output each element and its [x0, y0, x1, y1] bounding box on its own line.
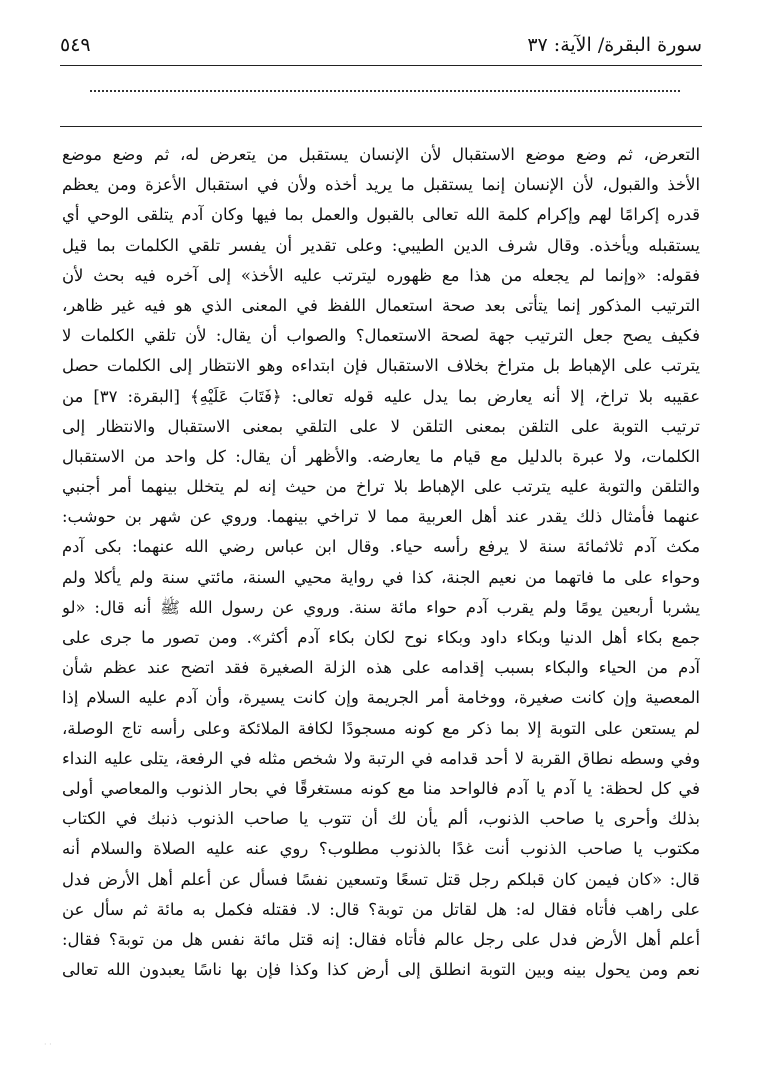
text-line: لم يستعن على التوبة إلا بما ذكر مع كونه مسجودًا لكافة الملائكة وعلى رأسه تاج الوصلة،: [62, 718, 700, 738]
text-line: يشربا أربعين يومًا ولم يقرب آدم حواء مائة سنة. وروي عن رسول الله ﷺ أنه قال: «لو: [62, 597, 700, 617]
text-line: المعصية وإن كانت صغيرة، ووخامة أمر الجريمة وإن كانت يسيرة، وأن آدم عليه السلام إذا: [62, 688, 700, 708]
text-line: آدم من الحياء والبكاء بسبب إقدامه على هذه الزلة الصغيرة فقد اتضح عند عظم شأن: [62, 658, 700, 678]
text-line: وفي وسطه نطاق القربة لا أحد قدامه في الرتبة ولا شخص مثله في الرفعة، يتلى عليه النداء: [62, 748, 700, 768]
page-number: ٥٤٩: [60, 34, 91, 56]
scan-speck: · ·: [44, 1040, 52, 1049]
text-line: أعلم أهل الأرض فدل على رجل عالم فأتاه فقال: إنه قتل مائة نفس هل من توبة؟ فقال:: [62, 929, 700, 949]
text-line: عنهما فأمثال ذلك يقدر عند أهل العربية مما لا تراخي بينهما. وروي عن شهر بن حوشب:: [62, 507, 700, 527]
text-line: جمع بكاء أهل الدنيا وبكاء داود وبكاء نوح لكان بكاء آدم أكثر». ومن تصور ما جرى على: [62, 628, 700, 647]
text-line: الأخذ والقبول، لأن الإنسان إنما يستقبل ما يريد أخذه ولأن في استقبال الأعزة ومن يعظم: [62, 175, 700, 195]
running-title: سورة البقرة/ الآية: ٣٧: [527, 34, 702, 56]
page-header: [60, 30, 702, 64]
text-line: قدره إكرامًا لهم وإكرام كلمة الله تعالى بالقبول والعمل بما فيها وكان آدم يتلقى الوحي أي: [62, 205, 700, 225]
text-line: مكتوب يا صاحب الذنوب أنت غدًا بالذنوب مطلوب؟ روي عنه عليه الصلاة والسلام أنه: [62, 839, 700, 859]
text-line: الكلمات، ولا عبرة بالدليل مع قيام ما يعارضه. والأظهر أن يقال: كل واحد من الاستقبال: [62, 446, 700, 466]
text-line: التعرض، ثم وضع موضع الاستقبال لأن الإنسان يستقبل من يتعرض له، ثم وضع موضع: [62, 145, 700, 164]
text-line: يستقبله ويأخذه. وقال شرف الدين الطيبي: وعلى تقدير أن يفسر تلقي الكلمات بما قيل: [62, 235, 700, 255]
text-line: على راهب فأتاه فقال له: هل لقاتل من توبة؟ قال: لا. فقتله فكمل به مائة ثم سأل عن: [62, 899, 700, 919]
body-text: [62, 140, 700, 985]
text-line: وحواء على ما فاتهما من نعيم الجنة، كذا في رواية محيي السنة، مائتي سنة ولم يأكلا ولم: [62, 567, 700, 587]
text-line: فقوله: «وإنما لم يجعله من هذا مع ظهوره ليترتب عليه الأخذ» إلى آخره فيه بحث لأن: [62, 265, 700, 285]
text-line: ترتيب التوبة على التلقن بمعنى التلقن لا على التلقي بمعنى الاستقبال والانتظار إلى: [62, 416, 700, 436]
text-line: فكيف يصح جعل الترتيب جهة لصحة الاستعمال؟ والصواب أن يقال: لأن تلقي الكلمات لا: [62, 326, 700, 346]
text-line: في كل لحظة: يا آدم يا آدم فالواحد منا مع كونه مستغرقًا في بحار الذنوب والمعاصي أولى: [62, 778, 700, 798]
body-top-rule: [60, 126, 702, 127]
text-line: والتلقن والتوبة عليه يترتب على الإهباط بلا تراخ من حيث إنه لم يتخلل بينهما أمر أجنبي: [62, 477, 700, 497]
text-line: قال: «كان فيمن كان قبلكم رجل قتل تسعًا وتسعين نفسًا فسأل عن أعلم أهل الأرض فدل: [62, 869, 700, 889]
header-rule: [60, 65, 702, 66]
text-line: عقيبه بلا تراخ، إلا أنه يعارض بما يدل عليه قوله تعالى: ﴿فَتَابَ عَلَيْهِ﴾ [البقرة: ٣٧] من: [62, 386, 700, 406]
text-line: بذلك وأحرى يا صاحب الذنوب، ألم يأن لك أن تتوب يا صاحب الذنوب ذنبك في الكتاب: [62, 809, 700, 829]
dotted-separator: [90, 90, 680, 92]
text-line: الترتيب المذكور إنما يتأتى بعد صحة استعمال اللفظ في المعنى الذي هو فيه غير ظاهر،: [62, 295, 700, 315]
text-line: يترتب على الإهباط بل متراخ بخلاف الاستقبال فإن ابتداءه وهو الانتظار إلى الكلمات حصل: [62, 356, 700, 376]
text-line: نعم ومن يحول بينه وبين التوبة انطلق إلى أرض كذا وكذا فإن بها ناسًا يعبدون الله تعالى: [62, 960, 700, 980]
text-line: مكث آدم ثلاثمائة سنة لا يرفع رأسه حياء. وقال ابن عباس رضي الله عنهما: بكى آدم: [62, 537, 700, 557]
